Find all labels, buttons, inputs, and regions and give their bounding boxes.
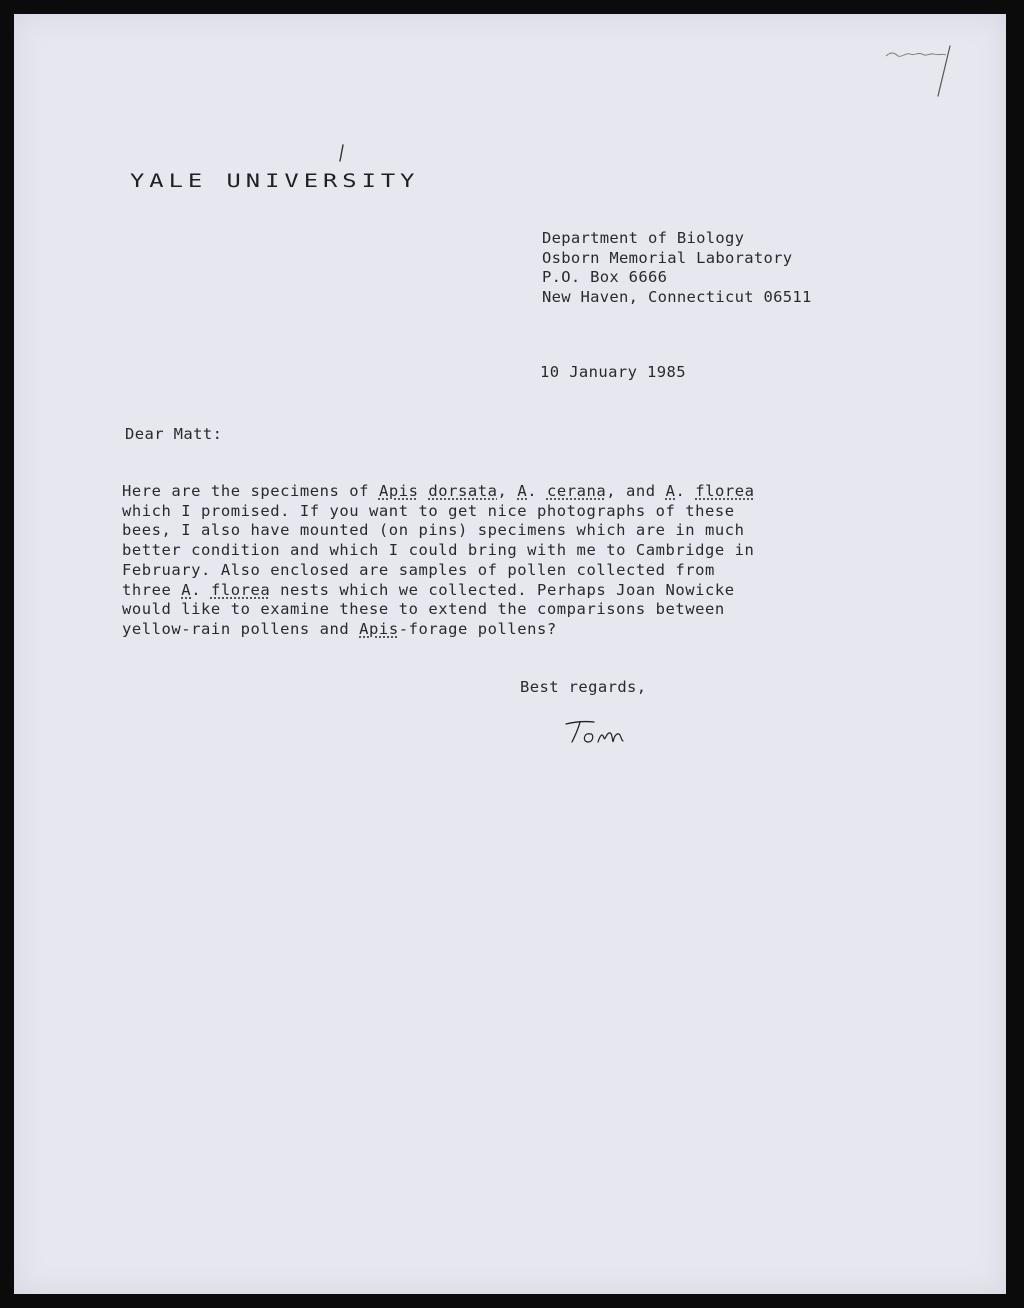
handwritten-tick-mark	[336, 143, 348, 163]
sender-address	[542, 229, 812, 307]
closing: Best regards,	[520, 678, 647, 696]
body-line: better condition and which I could bring with me to Cambridge in	[122, 541, 755, 560]
address-line: P.O. Box 6666	[542, 268, 668, 287]
handwritten-corner-annotation	[880, 40, 960, 100]
body-line: three A. florea nests which we collected. Perhaps Joan Nowicke	[122, 580, 735, 599]
address-line: New Haven, Connecticut 06511	[542, 287, 812, 306]
body-line: yellow-rain pollens and Apis-forage pollens?	[122, 619, 557, 638]
letter-body	[122, 482, 882, 640]
address-line: Osborn Memorial Laboratory	[542, 248, 793, 267]
address-line: Department of Biology	[542, 229, 745, 247]
letter-date: 10 January 1985	[540, 363, 686, 381]
salutation: Dear Matt:	[125, 425, 223, 443]
handwritten-signature	[560, 712, 640, 752]
body-line: Here are the specimens of Apis dorsata, A. cerana, and A. florea	[122, 482, 755, 500]
body-line: bees, I also have mounted (on pins) specimens which are in much	[122, 521, 745, 540]
letterhead-institution: YALE UNIVERSITY	[130, 170, 420, 192]
body-line: which I promised. If you want to get nice photographs of these	[122, 501, 735, 520]
body-line: February. Also enclosed are samples of pollen collected from	[122, 560, 715, 579]
letter-page	[14, 14, 1006, 1294]
body-line: would like to examine these to extend the comparisons between	[122, 600, 725, 619]
